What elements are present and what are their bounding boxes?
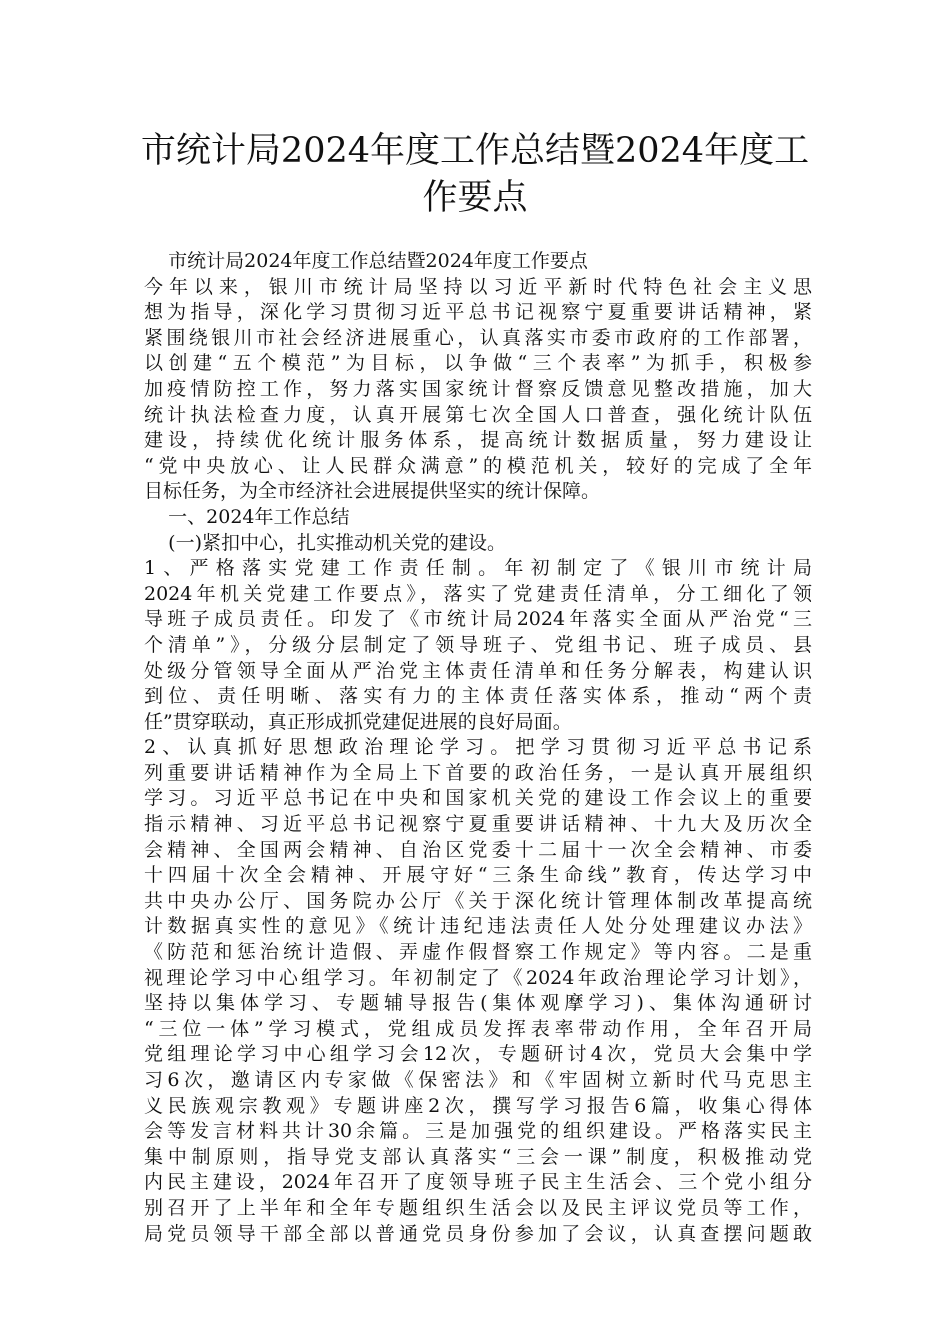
body-line: 坚持以集体学习、专题辅导报告(集体观摩学习)、集体沟通研讨 [144,992,812,1015]
body-line: 视理论学习中心组学习。年初制定了《2024年政治理论学习计划》， [144,966,812,989]
body-line: 任”贯穿联动，真正形成抓党建促进展的良好局面。 [144,710,572,733]
body-line: 义民族观宗教观》专题讲座2次，撰写学习报告6篇，收集心得体 [144,1094,812,1117]
body-line: 十四届十次全会精神、开展守好“三条生命线”教育，传达学习中 [144,864,812,887]
body-line: “三位一体”学习模式，党组成员发挥表率带动作用，全年召开局 [144,1017,812,1040]
body-line: 紧围绕银川市社会经济进展重心，认真落实市委市政府的工作部署， [144,326,812,349]
body-line: 导班子成员责任。印发了《市统计局2024年落实全面从严治党“三 [144,608,812,631]
body-line: 内民主建设，2024年召开了度领导班子民主生活会、三个党小组分 [144,1171,812,1194]
body-line: 统计执法检查力度，认真开展第七次全国人口普查，强化统计队伍 [144,403,812,426]
body-line: 今年以来，银川市统计局坚持以习近平新时代特色社会主义思 [144,275,812,298]
body-line: 会精神、全国两会精神、自治区党委十二届十一次全会精神、市委 [144,838,812,861]
body-line: 到位、责任明晰、落实有力的主体责任落实体系，推动“两个责 [144,685,812,708]
body-line: 2、认真抓好思想政治理论学习。把学习贯彻习近平总书记系 [144,736,812,759]
title-line-2: 作要点 [422,178,528,218]
body-line: 别召开了上半年和全年专题组织生活会以及民主评议党员等工作， [144,1196,812,1219]
body-line: 《防范和惩治统计造假、弄虚作假督察工作规定》等内容。二是重 [144,941,812,964]
title-line-1: 市统计局2024年度工作总结暨2024年度工 [140,131,810,171]
document-body [144,249,812,1247]
body-line: 学习。习近平总书记在中央和国家机关党的建设工作会议上的重要 [144,787,812,810]
body-line: 指示精神、习近平总书记视察宁夏重要讲话精神、十九大及历次全 [144,813,812,836]
body-line: 习6次，邀请区内专家做《保密法》和《牢固树立新时代马克思主 [144,1069,812,1091]
body-line: 列重要讲话精神作为全局上下首要的政治任务，一是认真开展组织 [144,761,812,784]
body-line: 想为指导，深化学习贯彻习近平总书记视察宁夏重要讲话精神，紧 [144,301,812,324]
body-line: (一)紧扣中心，扎实推动机关党的建设。 [144,531,506,554]
body-line: 个清单”》，分级分层制定了领导班子、党组书记、班子成员、县 [144,633,812,656]
body-line: 2024年机关党建工作要点》，落实了党建责任清单，分工细化了领 [144,582,812,605]
body-line: 一、2024年工作总结 [144,505,350,528]
body-line: 以创建“五个模范”为目标，以争做“三个表率”为抓手，积极参 [144,352,812,375]
body-line: 1、严格落实党建工作责任制。年初制定了《银川市统计局 [144,557,812,580]
body-line: 建设，持续优化统计服务体系，提高统计数据质量，努力建设让 [144,429,812,452]
body-line: 目标任务，为全市经济社会进展提供坚实的统计保障。 [144,480,601,503]
body-line: 局党员领导干部全部以普通党员身份参加了会议，认真查摆问题敢 [144,1222,812,1245]
body-line: 共中央办公厅、国务院办公厅《关于深化统计管理体制改革提高统 [144,889,812,912]
body-line: “党中央放心、让人民群众满意”的模范机关，较好的完成了全年 [144,454,812,477]
body-line: 市统计局2024年度工作总结暨2024年度工作要点 [144,250,588,272]
body-line: 加疫情防控工作，努力落实国家统计督察反馈意见整改措施，加大 [144,377,812,400]
body-line: 集中制原则，指导党支部认真落实“三会一课”制度，积极推动党 [144,1145,812,1168]
body-line: 党组理论学习中心组学习会12次，专题研讨4次，党员大会集中学 [144,1043,812,1066]
body-line: 计数据真实性的意见》《统计违纪违法责任人处分处理建议办法》 [144,915,812,938]
body-line: 处级分管领导全面从严治党主体责任清单和任务分解表，构建认识 [144,659,812,682]
document-title [120,128,830,222]
body-line: 会等发言材料共计30余篇。三是加强党的组织建设。严格落实民主 [144,1120,812,1143]
